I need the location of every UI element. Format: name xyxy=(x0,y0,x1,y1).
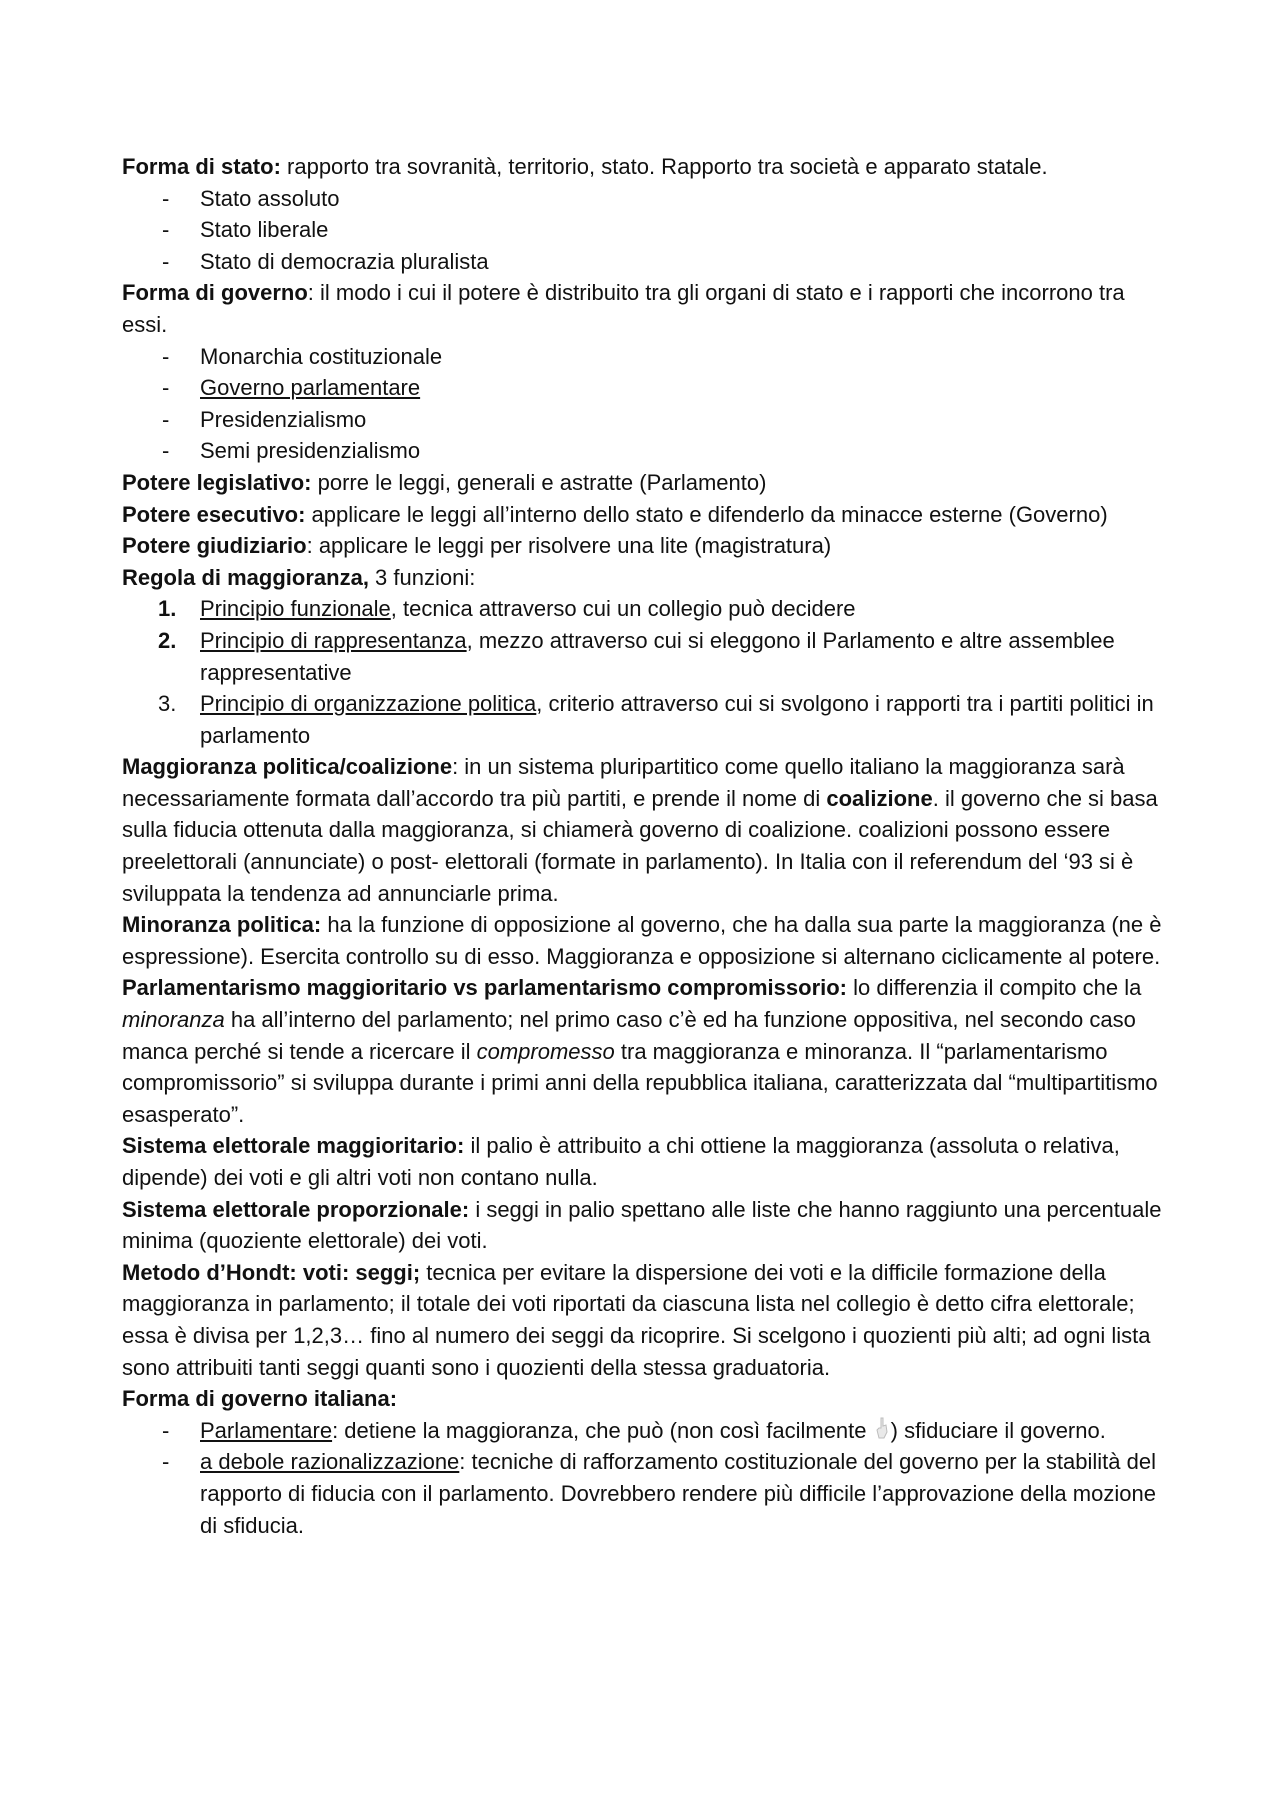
list-item: 1. Principio funzionale, tecnica attraverso cui un collegio può decidere xyxy=(158,596,856,622)
paragraph-forma-di-governo: Forma di governo: il modo i cui il potere è distribuito tra gli organi di stato e i rapporti che incorrono tra essi. xyxy=(122,280,1125,337)
list-item: 2. Principio di rappresentanza, mezzo attraverso cui si eleggono il Parlamento e altre assemblee rappresentative xyxy=(158,627,1115,685)
term: Potere esecutivo: xyxy=(122,501,306,527)
paragraph-potere-esecutivo: Potere esecutivo: applicare le leggi all’interno dello stato e difenderlo da minacce esterne (Governo) xyxy=(122,501,1108,527)
list-item: - a debole razionalizzazione: tecniche di rafforzamento costituzionale del governo per la stabilità del rapporto di fiducia con il parlamento. Dovrebbero rendere più difficile l’approvazione della mozione di sfiducia. xyxy=(162,1449,1156,1538)
paragraph-metodo-dhondt: Metodo d’Hondt: voti: seggi; tecnica per evitare la dispersione dei voti e la difficile formazione della maggioranza in parlamento; il totale dei voti riportati da ciascuna lista nel collegio è detto cifra elettorale; essa è divisa per 1,2,3… fino al numero dei seggi da ricoprire. Si scelgono i quozienti più alti; ad ogni lista sono attribuiti tanti seggi quanti sono i quozienti della stessa graduatoria. xyxy=(122,1259,1151,1380)
term: Parlamentarismo maggioritario vs parlamentarismo compromissorio: xyxy=(122,975,848,1001)
paragraph-sistema-maggioritario: Sistema elettorale maggioritario: il palio è attribuito a chi ottiene la maggioranza (assoluta o relativa, dipende) dei voti e gli altri voti non contano nulla. xyxy=(122,1133,1120,1190)
list-item: - Presidenzialismo xyxy=(162,406,367,432)
paragraph-parlamentarismo: Parlamentarismo maggioritario vs parlamentarismo compromissorio: lo differenzia il compito che la minoranza ha all’interno del parlamento; nel primo caso c’è ed ha funzione oppositiva, nel secondo caso manca perché si tende a ricercare il compromesso tra maggioranza e minoranza. Il “parlamentarismo compromissorio” si sviluppa durante i primi anni della repubblica italiana, caratterizzata dal “multipartitismo esasperato”. xyxy=(122,975,1158,1127)
list-item: - Monarchia costituzionale xyxy=(162,343,443,369)
list-item: - Stato di democrazia pluralista xyxy=(162,248,489,274)
list-item: - Semi presidenzialismo xyxy=(162,438,421,464)
list-item: 3. Principio di organizzazione politica, criterio attraverso cui si svolgono i rapporti tra i partiti politici in parlamento xyxy=(158,691,1154,748)
list-item: - Stato liberale xyxy=(162,217,329,243)
list-forme-di-stato xyxy=(122,183,1162,278)
document-page xyxy=(122,151,1162,1541)
paragraph-maggioranza-politica: Maggioranza politica/coalizione: in un sistema pluripartitico come quello italiano la maggioranza sarà necessariamente formata dall’accordo tra più partiti, e prende il nome di coalizione. il governo che si basa sulla fiducia ottenuta dalla maggioranza, si chiamerà governo di coalizione. coalizioni possono essere preelettorali (annunciate) o post- elettorali (formate in parlamento). In Italia con il referendum del ‘93 si è sviluppata la tendenza ad annunciarle prima. xyxy=(122,754,1158,906)
term: Forma di governo italiana: xyxy=(122,1386,398,1412)
list-item: - Parlamentare: detiene la maggioranza, che può (non così facilmente ) sfiduciare il governo. xyxy=(162,1417,1106,1443)
list-funzioni xyxy=(122,593,1162,751)
paragraph-potere-legislativo: Potere legislativo: porre le leggi, generali e astratte (Parlamento) xyxy=(122,469,767,495)
term: Forma di stato: xyxy=(122,154,281,179)
hand-emoji-icon xyxy=(875,1416,889,1440)
paragraph-potere-giudiziario: Potere giudiziario: applicare le leggi per risolvere una lite (magistratura) xyxy=(122,533,832,559)
paragraph-forma-governo-italiana xyxy=(122,1383,1162,1415)
paragraph-regola-maggioranza: Regola di maggioranza, 3 funzioni: xyxy=(122,564,476,590)
term: Sistema elettorale maggioritario: xyxy=(122,1133,465,1159)
term: Minoranza politica: xyxy=(122,912,322,938)
paragraph-sistema-proporzionale: Sistema elettorale proporzionale: i seggi in palio spettano alle liste che hanno raggiunto una percentuale minima (quoziente elettorale) dei voti. xyxy=(122,1196,1162,1254)
term: Sistema elettorale proporzionale: xyxy=(122,1196,470,1222)
term: Forma di governo xyxy=(122,280,308,306)
list-item: - Stato assoluto xyxy=(162,185,340,211)
term: Regola di maggioranza, xyxy=(122,564,369,590)
list-forme-di-governo xyxy=(122,341,1162,467)
paragraph-minoranza-politica: Minoranza politica: ha la funzione di opposizione al governo, che ha dalla sua parte la maggioranza (ne è espressione). Esercita controllo su di esso. Maggioranza e opposizione si alternano ciclicamente al potere. xyxy=(122,912,1162,969)
list-item: - Governo parlamentare xyxy=(162,375,421,401)
term: Potere legislativo: xyxy=(122,469,312,495)
list-forma-governo-italiana xyxy=(122,1415,1162,1541)
paragraph-forma-di-stato: Forma di stato: rapporto tra sovranità, territorio, stato. Rapporto tra società e apparato statale. xyxy=(122,154,1048,179)
term: Metodo d’Hondt: voti: seggi; xyxy=(122,1259,421,1285)
term: Maggioranza politica/coalizione xyxy=(122,754,453,780)
term: Potere giudiziario xyxy=(122,533,307,559)
